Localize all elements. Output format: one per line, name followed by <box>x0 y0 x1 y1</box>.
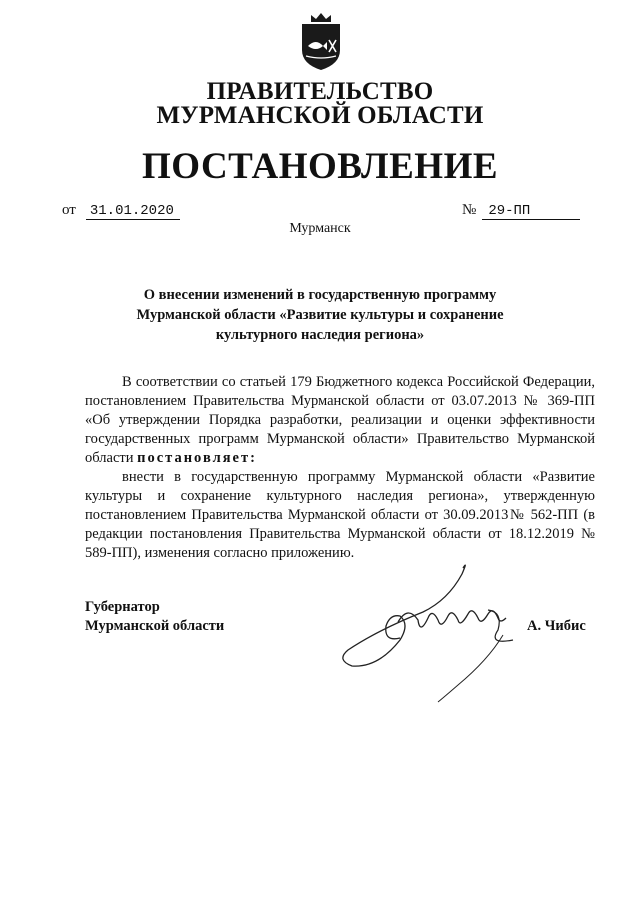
signer-title-line: Губернатор <box>85 599 160 615</box>
number-label: № <box>462 202 477 218</box>
org-title-line1: ПРАВИТЕЛЬСТВО <box>206 78 434 105</box>
subject-line: О внесении изменений в государственную программу <box>143 287 497 303</box>
document-subject <box>100 285 540 345</box>
number-row <box>462 200 580 220</box>
coat-of-arms-icon <box>296 12 346 72</box>
resolution-verb: постановляет: <box>137 450 257 466</box>
city-name: Мурманск <box>289 221 351 236</box>
signer-name: А. Чибис <box>527 618 586 634</box>
subject-line: культурного наследия региона» <box>215 327 425 343</box>
date-value: 31.01.2020 <box>86 204 180 220</box>
date-row <box>62 200 180 220</box>
handwritten-signature-icon <box>338 560 538 705</box>
number-value: 29-ПП <box>482 204 580 220</box>
body-paragraph <box>85 373 595 468</box>
body-paragraph: внести в государственную программу Мурманской области «Развитие культуры и сохранение культурного наследия региона», утвержденную постановлением Правительства Мурманской области от 30.09.2013№ 562-ПП (в редакции постановления Правительства Мурманской области от 18.12.2019 № 589-ПП), изменения согласно приложению. <box>85 469 595 561</box>
org-title-line2: МУРМАНСКОЙ ОБЛАСТИ <box>156 102 484 129</box>
signer-title <box>85 598 224 636</box>
document-body <box>85 373 595 563</box>
signer-title-line: Мурманской области <box>85 618 225 634</box>
document-type-title: ПОСТАНОВЛЕНИЕ <box>141 146 499 187</box>
subject-line: Мурманской области «Развитие культуры и сохранение <box>136 307 504 323</box>
date-label: от <box>62 202 76 218</box>
body-paragraph-text: В соответствии со статьей 179 Бюджетного кодекса Российской Федерации, постановлением Правительства Мурманской области от 03.07.2013 № 369-ПП «Об утверждении Порядка разработки, реализации и оценки эффективности государственных программ Мурманской области» Правительство Мурманской области <box>85 374 595 466</box>
